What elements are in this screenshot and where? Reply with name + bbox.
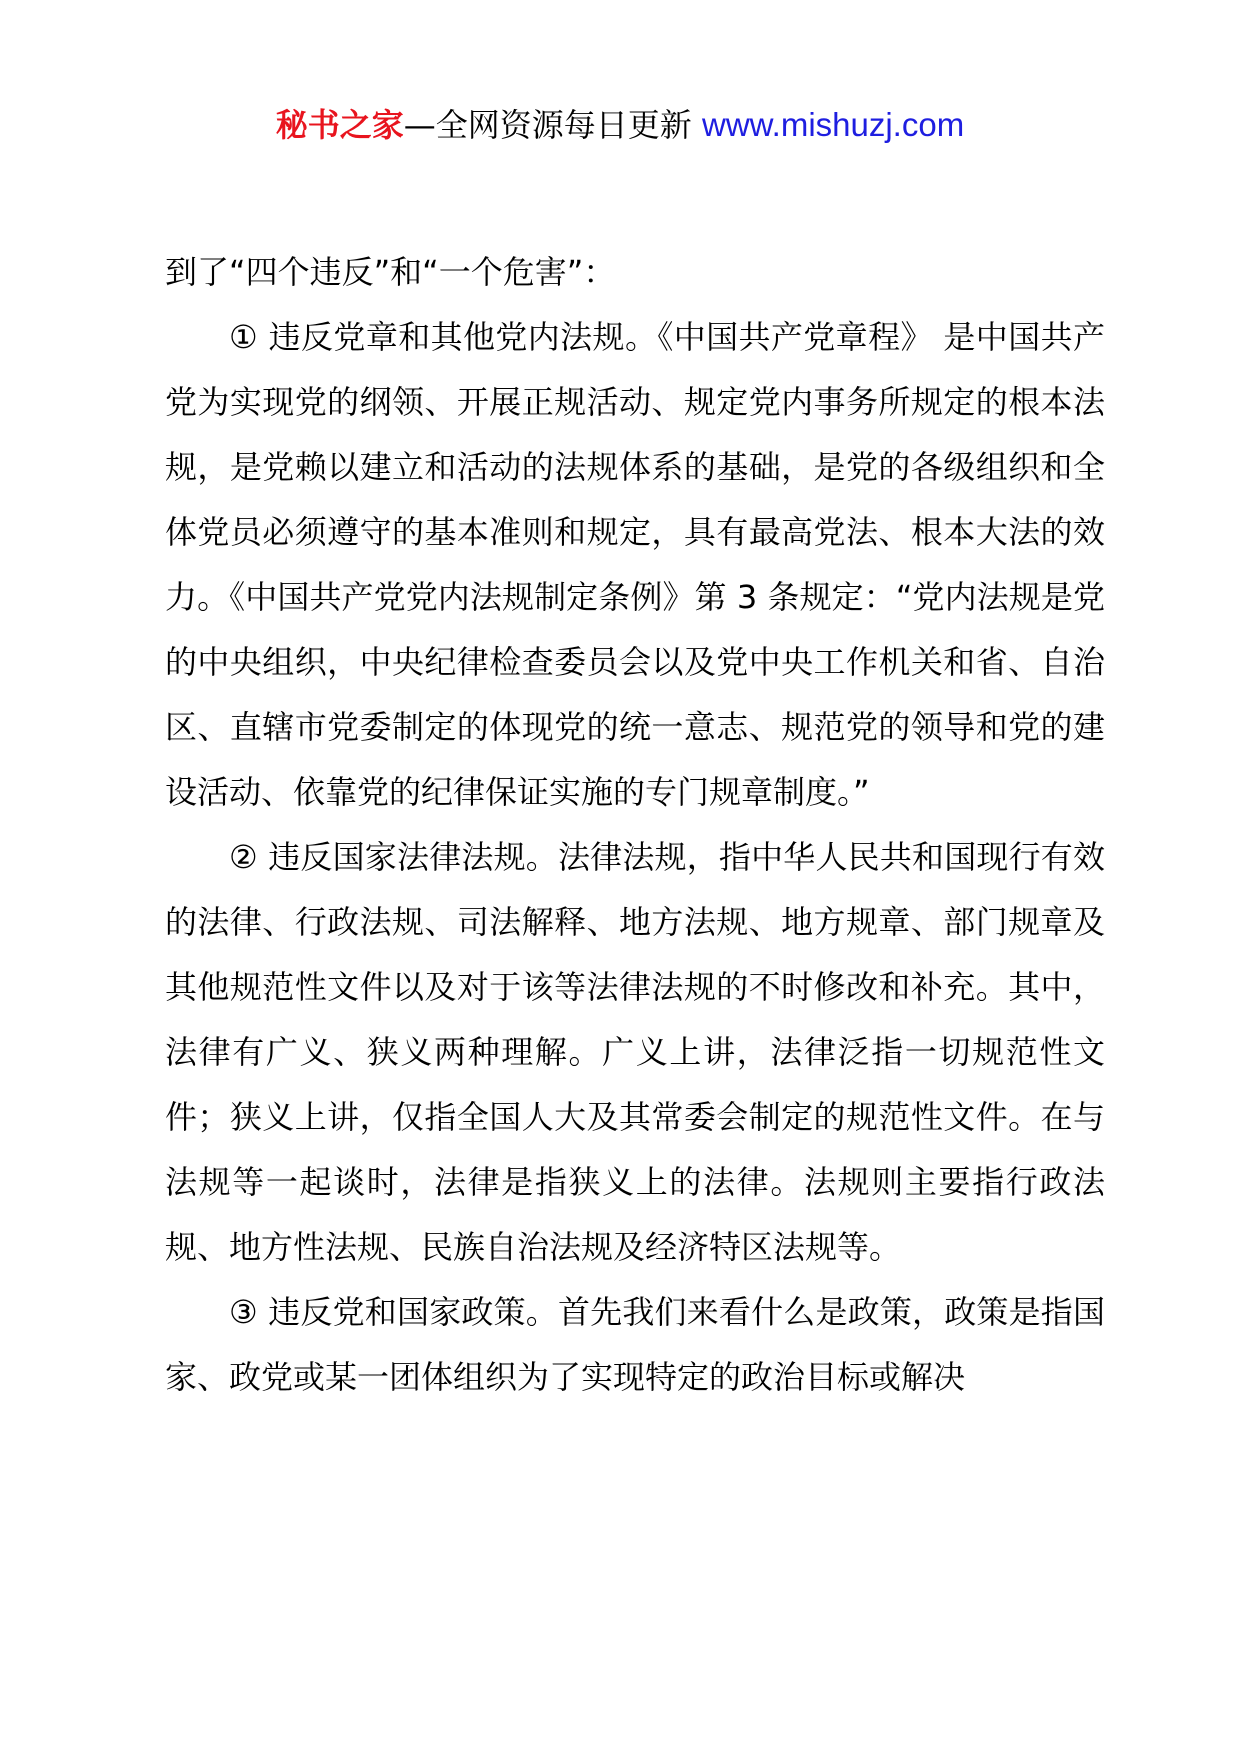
site-url-link[interactable]: www.mishuzj.com xyxy=(701,106,965,143)
document-body xyxy=(165,240,1105,1410)
brand-name: 秘书之家 xyxy=(275,106,404,144)
paragraph-item-2: ② 违反国家法律法规。法律法规，指中华人民共和国现行有效的法律、行政法规、司法解释、地方法规、地方规章、部门规章及其他规范性文件以及对于该等法律法规的不时修改和补充。其中，法律有广义、狭义两种理解。广义上讲，法律泛指一切规范性文件；狭义上讲，仅指全国人大及其常委会制定的规范性文件。在与法规等一起谈时，法律是指狭义上的法律。法规则主要指行政法规、地方性法规、民族自治法规及经济特区法规等。 xyxy=(165,838,1105,1266)
paragraph-intro: 到了“四个违反”和“一个危害”： xyxy=(165,253,616,291)
page-header xyxy=(0,100,1240,150)
header-tagline: —全网资源每日更新 xyxy=(403,106,702,144)
paragraph-item-1: ① 违反党章和其他党内法规。《中国共产党章程》 是中国共产党为实现党的纲领、开展正规活动、规定党内事务所规定的根本法规，是党赖以建立和活动的法规体系的基础，是党的各级组织和全体党员必须遵守的基本准则和规定，具有最高党法、根本大法的效力。《中国共产党党内法规制定条例》第 3 条规定：“党内法规是党的中央组织，中央纪律检查委员会以及党中央工作机关和省、自治区、直辖市党委制定的体现党的统一意志、规范党的领导和党的建设活动、依靠党的纪律保证实施的专门规章制度。” xyxy=(165,318,1105,811)
paragraph-item-3: ③ 违反党和国家政策。首先我们来看什么是政策，政策是指国家、政党或某一团体组织为了实现特定的政治目标或解决 xyxy=(165,1293,1105,1396)
